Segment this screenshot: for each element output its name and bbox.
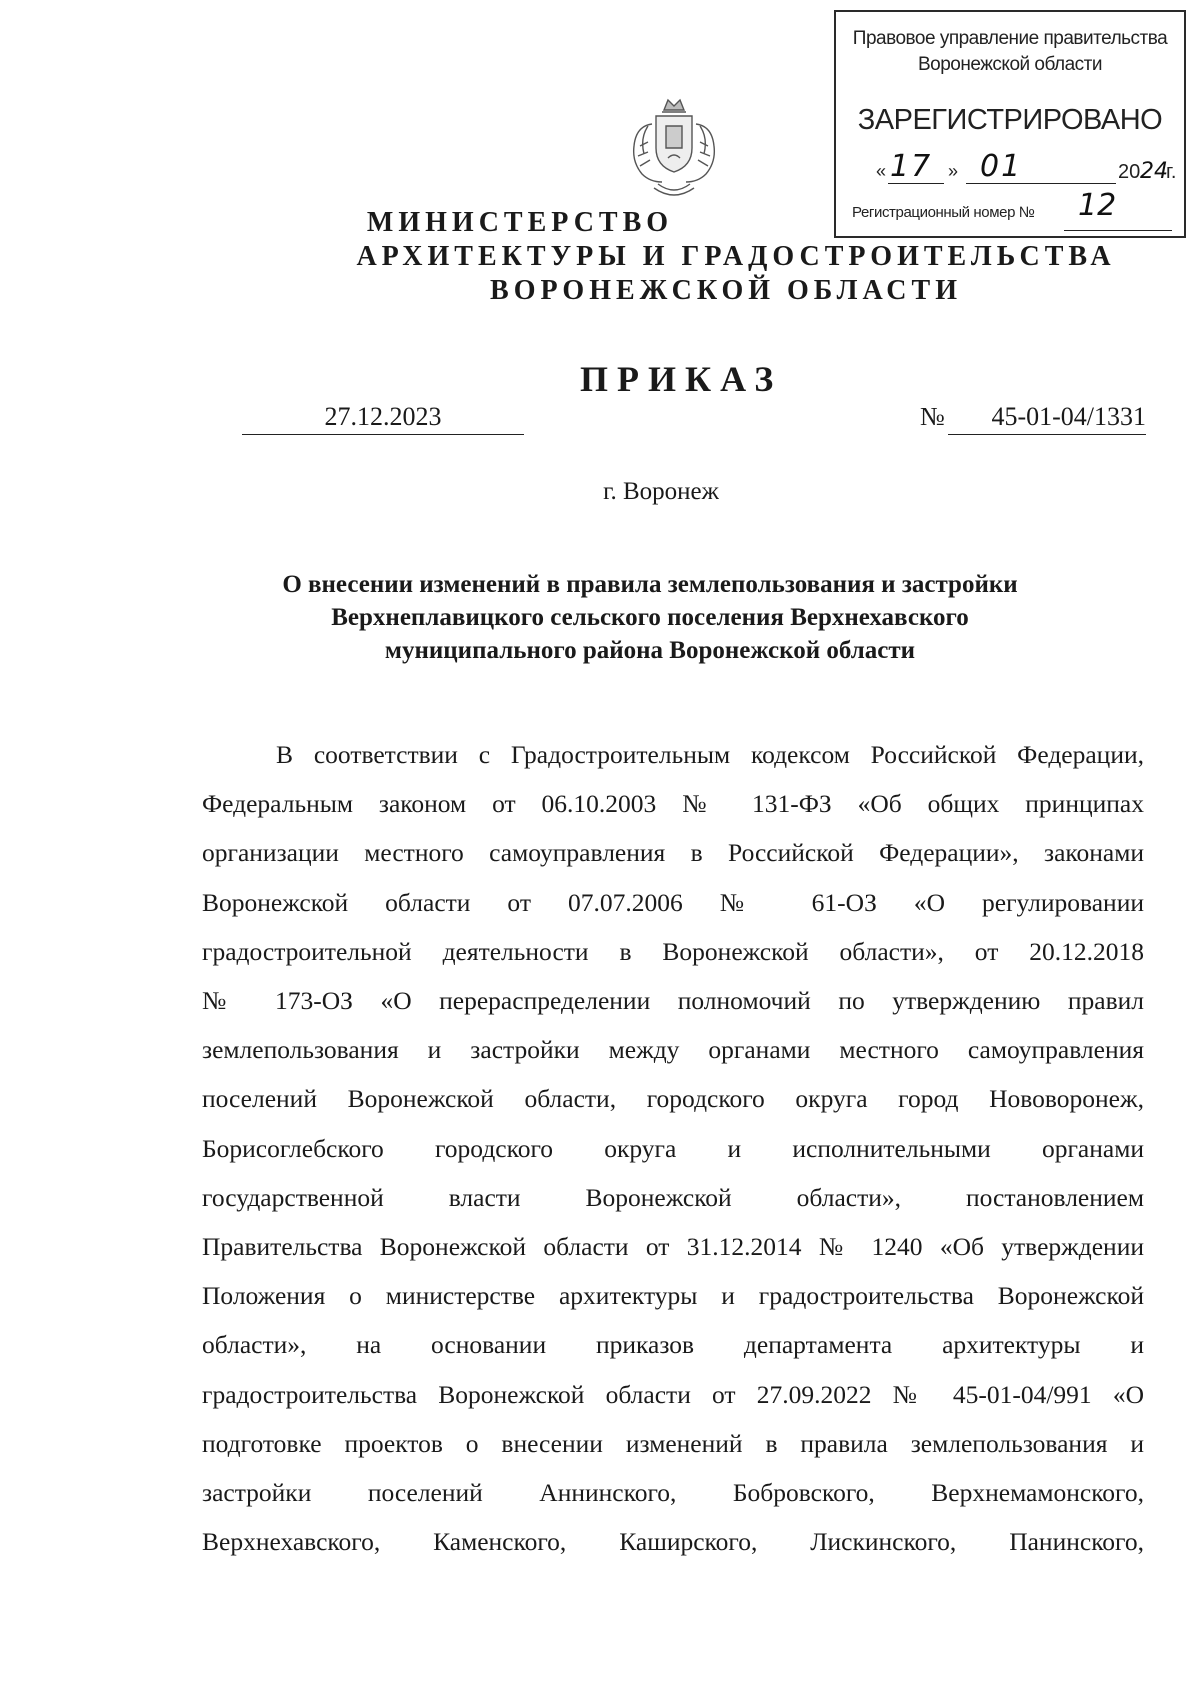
order-subject-line1: О внесении изменений в правила землепользования и застройки	[282, 571, 1018, 598]
body-line: № 173-ОЗ «О перераспределении полномочий по утверждению правил	[202, 986, 1144, 1016]
order-date: 27.12.2023	[242, 402, 524, 435]
body-line: Верхнехавского, Каменского, Каширского, Лискинского, Панинского,	[202, 1527, 1144, 1557]
body-line: В соответствии с Градостроительным кодексом Российской Федерации,	[276, 740, 1144, 769]
body-line: градостроительной деятельности в Воронежской области», от 20.12.2018	[202, 936, 1144, 966]
body-line: Воронежской области от 07.07.2006 № 61-ОЗ «О регулировании	[202, 887, 1144, 917]
body-line: Федеральным законом от 06.10.2003 № 131-ФЗ «Об общих принципах	[202, 789, 1144, 819]
stamp-status: ЗАРЕГИСТРИРОВАНО	[857, 104, 1163, 136]
issue-city: г. Воронеж	[603, 478, 719, 505]
body-line: градостроительства Воронежской области от 27.09.2022 № 45-01-04/991 «О	[202, 1379, 1144, 1409]
stamp-date-year-suffix: 24	[1140, 159, 1168, 184]
body-line: землепользования и застройки между органами местного самоуправления	[202, 1035, 1144, 1065]
order-subject-line2: Верхнеплавицкого сельского поселения Верхнехавского	[331, 604, 969, 631]
stamp-date-close-quote: »	[948, 161, 959, 181]
body-line: застройки поселений Аннинского, Бобровского, Верхнемамонского,	[202, 1478, 1144, 1508]
stamp-reg-label: Регистрационный номер №	[852, 204, 1035, 221]
body-line: Борисоглебского городского округа и исполнительными органами	[202, 1133, 1144, 1163]
registration-stamp	[834, 10, 1186, 238]
ministry-name-line3: ВОРОНЕЖСКОЙ ОБЛАСТИ	[490, 275, 962, 306]
stamp-date-day: 17	[890, 149, 933, 184]
coat-of-arms-icon	[618, 96, 730, 206]
stamp-authority	[836, 26, 1184, 78]
body-line: Правительства Воронежской области от 31.12.2014 № 1240 «Об утверждении	[202, 1232, 1144, 1262]
ministry-name-line2: АРХИТЕКТУРЫ И ГРАДОСТРОИТЕЛЬСТВА	[356, 241, 1116, 272]
stamp-date	[876, 149, 1177, 186]
order-number: 45-01-04/1331	[948, 402, 1146, 435]
stamp-date-year-unit: г.	[1166, 161, 1177, 183]
stamp-date-month: 01	[980, 149, 1023, 184]
body-line: области», на основании приказов департамента архитектуры и	[202, 1330, 1144, 1360]
order-subject	[230, 568, 1070, 667]
body-line: государственной власти Воронежской области», постановлением	[202, 1182, 1144, 1212]
stamp-date-year-prefix: 20	[1118, 161, 1141, 183]
body-line: подготовке проектов о внесении изменений в правила землепользования и	[202, 1428, 1144, 1458]
stamp-date-open-quote: «	[876, 161, 887, 181]
order-body	[202, 730, 1144, 1566]
stamp-authority-line2: Воронежской области	[918, 54, 1102, 75]
stamp-reg-number: 12	[1078, 188, 1117, 223]
body-line: Положения о министерстве архитектуры и градостроительства Воронежской	[202, 1281, 1144, 1311]
order-number-label: №	[920, 402, 945, 431]
document-type-title: ПРИКАЗ	[580, 359, 783, 399]
body-line: организации местного самоуправления в Российской Федерации», законами	[202, 838, 1144, 868]
body-line: поселений Воронежской области, городского округа город Нововоронеж,	[202, 1084, 1144, 1114]
stamp-reg-line	[1064, 230, 1172, 231]
order-subject-line3: муниципального района Воронежской области	[384, 637, 916, 664]
ministry-name-line1: МИНИСТЕРСТВО	[366, 207, 674, 238]
stamp-authority-line1: Правовое управление правительства	[852, 28, 1168, 49]
